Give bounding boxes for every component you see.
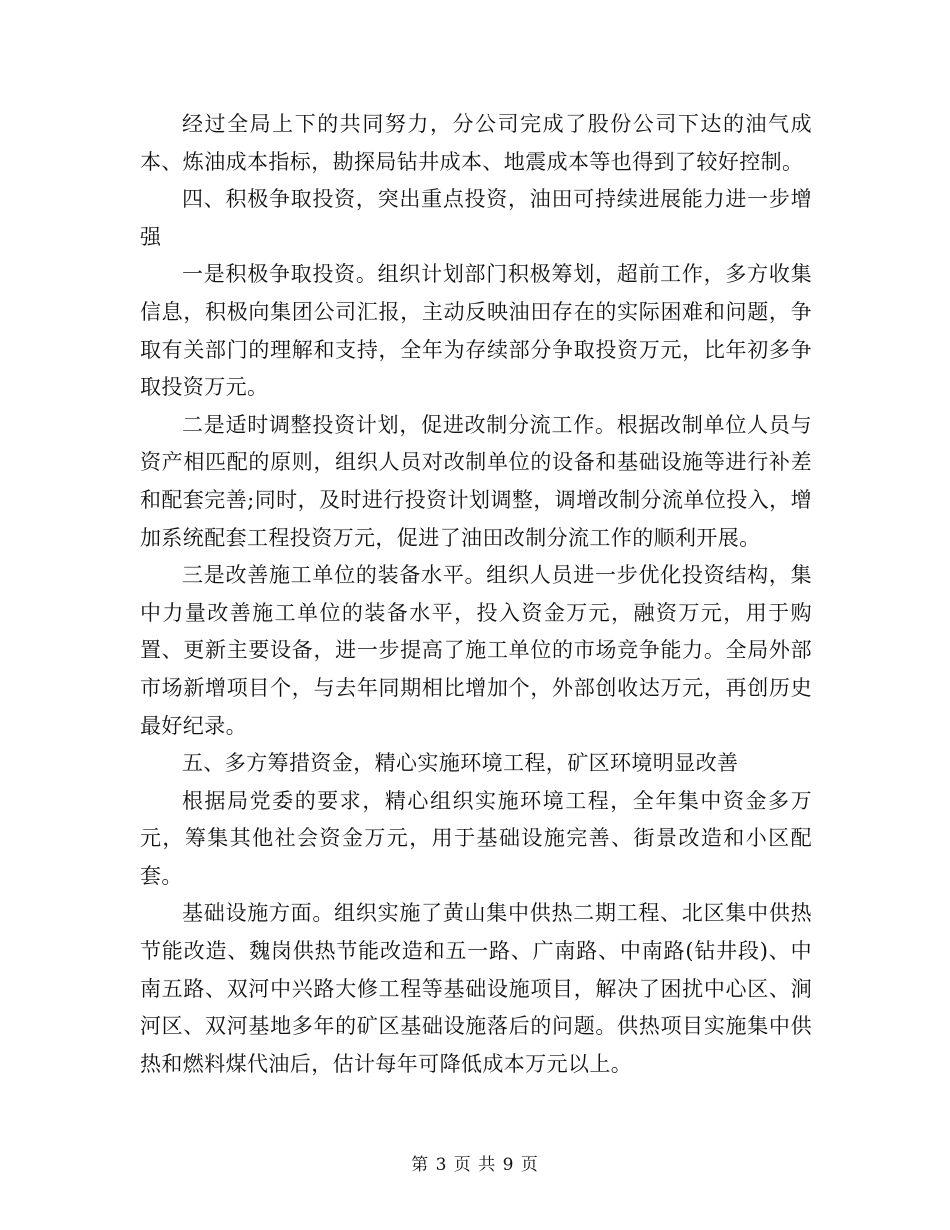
paragraph-equipment-level: 三是改善施工单位的装备水平。组织人员进一步优化投资结构，集中力量改善施工单位的装备水平，投入资金万元，融资万元，用于购置、更新主要设备，进一步提高了施工单位的市场竞争能力。全局外部市场新增项目个，与去年同期相比增加个，外部创收达万元，再创历史最好纪录。 (140, 563, 812, 738)
paragraph-adjust-plan: 二是适时调整投资计划，促进改制分流工作。根据改制单位人员与资产相匹配的原则，组织人员对改制单位的设备和基础设施等进行补差和配套完善;同时，及时进行投资计划调整，调增改制分流单位投入，增加系统配套工程投资万元，促进了油田改制分流工作的顺利开展。 (140, 412, 812, 550)
paragraph-cost-control: 经过全局上下的共同努力，分公司完成了股份公司下达的油气成本、炼油成本指标，勘探局钻井成本、地震成本等也得到了较好控制。 (140, 112, 812, 174)
section-heading-environment: 五、多方筹措资金，精心实施环境工程，矿区环境明显改善 (182, 751, 739, 776)
paragraph-environment-project: 根据局党委的要求，精心组织实施环境工程，全年集中资金多万元，筹集其他社会资金万元，用于基础设施完善、街景改造和小区配套。 (140, 788, 812, 888)
page-number-footer: 第 3 页 共 9 页 (411, 1155, 539, 1175)
document-body (140, 106, 812, 1083)
section-heading-investment: 四、积极争取投资，突出重点投资，油田可持续进展能力进一步增强 (140, 187, 812, 249)
paragraph-seek-investment: 一是积极争取投资。组织计划部门积极筹划，超前工作，多方收集信息，积极向集团公司汇报，主动反映油田存在的实际困难和问题，争取有关部门的理解和支持，全年为存续部分争取投资万元，比年初多争取投资万元。 (140, 262, 812, 400)
paragraph-infrastructure: 基础设施方面。组织实施了黄山集中供热二期工程、北区集中供热节能改造、魏岗供热节能改造和五一路、广南路、中南路(钻井段)、中南五路、双河中兴路大修工程等基础设施项目，解决了困扰中心区、涧河区、双河基地多年的矿区基础设施落后的问题。供热项目实施集中供热和燃料煤代油后，估计每年可降低成本万元以上。 (140, 901, 812, 1076)
